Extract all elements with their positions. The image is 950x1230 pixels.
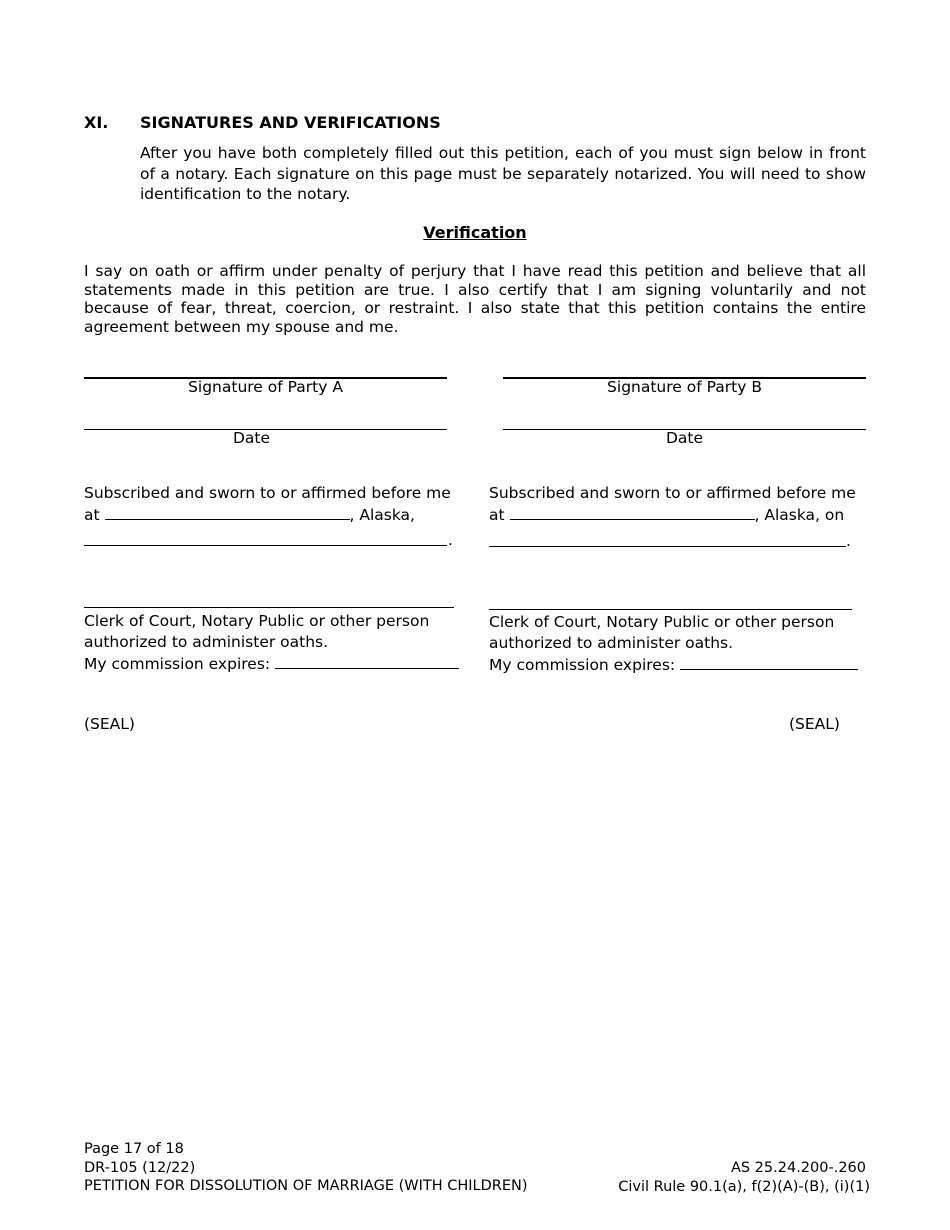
party-b-seal: (SEAL) xyxy=(789,715,840,733)
section-intro: After you have both completely filled out this petition, each of you must sign below in front of a notary. Each signature on this page must be separately notarized. You will need to show identification to the notary. xyxy=(140,144,866,203)
section-number: XI. xyxy=(84,113,109,132)
form-number: DR-105 (12/22) xyxy=(84,1159,196,1176)
party-a-commission-label: My commission expires: xyxy=(84,655,271,673)
party-b-location-suffix: , Alaska, on xyxy=(754,506,845,524)
footer-left xyxy=(84,1140,528,1196)
party-a-commission-field[interactable] xyxy=(275,653,459,669)
party-a-notary-signature-line[interactable] xyxy=(84,607,454,608)
verification-text: I say on oath or affirm under penalty of perjury that I have read this petition and believe that all statements made in this petition are true. I also certify that I am signing voluntarily and not because of fear, threat, coercion, or restraint. I also state that this petition contains the entire agreement between my spouse and me. xyxy=(84,262,866,336)
party-a-signature-label: Signature of Party A xyxy=(188,378,343,396)
party-b-notary-signature-line[interactable] xyxy=(489,609,852,610)
statute-reference: AS 25.24.200-.260 xyxy=(730,1160,866,1176)
verification-title: Verification xyxy=(423,223,527,242)
party-a-clerk-line1: Clerk of Court, Notary Public or other person xyxy=(84,612,430,630)
party-a-commission-row xyxy=(84,653,459,675)
party-b-date-period: . xyxy=(846,532,851,550)
footer-right xyxy=(618,1159,870,1196)
party-b-commission-label: My commission expires: xyxy=(489,656,676,674)
party-b-commission-row xyxy=(489,654,858,676)
party-a-sworn-statement: Subscribed and sworn to or affirmed before me xyxy=(84,484,451,502)
form-title: PETITION FOR DISSOLUTION OF MARRIAGE (WITH CHILDREN) xyxy=(84,1178,528,1194)
party-b-clerk-line2: authorized to administer oaths. xyxy=(489,634,734,652)
civil-rule-reference: Civil Rule 90.1(a), f(2)(A)-(B), (i)(1) xyxy=(618,1178,870,1195)
party-b-signature-label: Signature of Party B xyxy=(607,378,762,396)
party-b-commission-field[interactable] xyxy=(680,654,858,670)
party-a-clerk-line2: authorized to administer oaths. xyxy=(84,633,329,651)
party-a-date-period: . xyxy=(448,531,453,549)
party-a-location-suffix: , Alaska, xyxy=(349,506,415,524)
party-a-location-field[interactable] xyxy=(105,504,350,520)
party-b-clerk-line1: Clerk of Court, Notary Public or other person xyxy=(489,613,835,631)
party-a-seal: (SEAL) xyxy=(84,715,135,733)
party-a-date-field[interactable] xyxy=(84,545,447,546)
party-b-date-label: Date xyxy=(665,429,704,447)
party-b-at-label: at xyxy=(489,506,505,524)
party-b-location-field[interactable] xyxy=(510,504,755,520)
party-b-date-field[interactable] xyxy=(489,546,846,547)
section-title: SIGNATURES AND VERIFICATIONS xyxy=(140,113,441,132)
party-b-location-row xyxy=(489,504,844,526)
page-number: Page 17 of 18 xyxy=(84,1141,184,1157)
party-a-at-label: at xyxy=(84,506,100,524)
party-a-date-label: Date xyxy=(232,429,271,447)
party-b-sworn-statement: Subscribed and sworn to or affirmed before me xyxy=(489,484,856,502)
party-a-location-row xyxy=(84,504,415,526)
